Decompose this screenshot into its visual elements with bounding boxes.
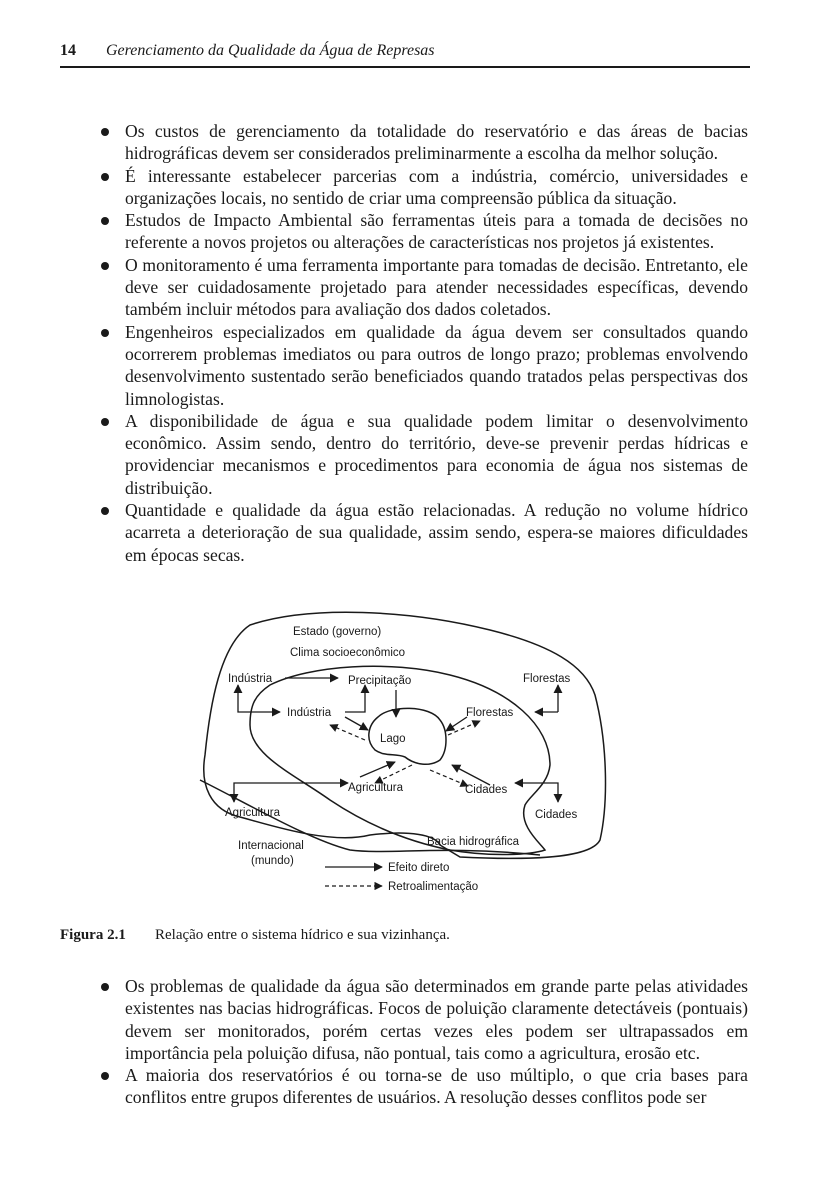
bullet-item: Os problemas de qualidade da água são determinados em grande parte pelas atividades existentes nas bacias hidrográficas. Focos de poluição claramente detectáveis (pontuais) devem ser monitorados, porém certas vezes eles podem ser ultrapassados em importância pela poluição difusa, não pontual, tais como a agricultura, erosão etc.: [100, 975, 748, 1064]
bullet-list-top: [100, 120, 748, 566]
legend-direct-label: Efeito direto: [388, 862, 450, 874]
label-agricultura-inner: Agricultura: [348, 782, 403, 794]
bullet-item: Os custos de gerenciamento da totalidade do reservatório e das áreas de bacias hidrográficas devem ser considerados preliminarmente a escolha da melhor solução.: [100, 120, 748, 165]
label-industria-inner: Indústria: [287, 707, 332, 719]
bullet-icon: [101, 983, 109, 991]
bullet-icon: [101, 329, 109, 337]
water-system-diagram: [190, 605, 610, 905]
caption-label: Figura 2.1: [60, 927, 126, 943]
watershed-boundary: [250, 666, 550, 854]
label-bacia: Bacia hidrográfica: [427, 836, 520, 848]
running-title: Gerenciamento da Qualidade da Água de Represas: [106, 42, 435, 59]
caption-text: Relação entre o sistema hídrico e sua vizinhança.: [155, 927, 450, 943]
bullet-icon: [101, 173, 109, 181]
label-mundo: (mundo): [251, 855, 294, 867]
bullet-icon: [101, 1072, 109, 1080]
label-industria-outer: Indústria: [228, 673, 273, 685]
bullet-item: Estudos de Impacto Ambiental são ferramentas úteis para a tomada de decisões no referente a novos projetos ou alterações de características nos projetos já existentes.: [100, 209, 748, 254]
label-internacional: Internacional: [238, 840, 304, 852]
bullet-list-bottom: [100, 975, 748, 1109]
label-agricultura-outer: Agricultura: [225, 807, 280, 819]
legend-feedback-label: Retroalimentação: [388, 881, 479, 893]
bullet-item: É interessante estabelecer parcerias com a indústria, comércio, universidades e organizações locais, no sentido de criar uma compreensão pública da situação.: [100, 165, 748, 210]
bullet-item: Engenheiros especializados em qualidade da água devem ser consultados quando ocorrerem problemas imediatos ou para outros de longo prazo; problemas envolvendo desenvolvimento sustentado serão beneficiados quando tratados pelas perspectivas dos limnologistas.: [100, 321, 748, 410]
label-florestas-outer: Florestas: [523, 673, 571, 685]
label-cidades-inner: Cidades: [465, 784, 508, 796]
label-clima: Clima socioeconômico: [290, 647, 406, 659]
bullet-item: Quantidade e qualidade da água estão relacionadas. A redução no volume hídrico acarreta a deterioração de sua qualidade, assim sendo, espera-se maiores dificuldades em épocas secas.: [100, 499, 748, 566]
figure-diagram: [190, 605, 610, 905]
label-precipitacao: Precipitação: [348, 675, 412, 687]
running-header: [60, 40, 750, 68]
bullet-icon: [101, 418, 109, 426]
figure-caption: [60, 927, 450, 944]
bullet-item: A maioria dos reservatórios é ou torna-se de uso múltiplo, o que cria bases para conflitos entre grupos diferentes de usuários. A resolução desses conflitos pode ser: [100, 1064, 748, 1109]
bullet-item: A disponibilidade de água e sua qualidade podem limitar o desenvolvimento econômico. Assim sendo, dentro do território, deve-se prevenir perdas hídricas e providenciar mecanismos e procedimentos para economia de água nos sistemas de distribuição.: [100, 410, 748, 499]
bullet-item: O monitoramento é uma ferramenta importante para tomadas de decisão. Entretanto, ele deve ser cuidadosamente projetado para atender necessidades específicas, devendo também incluir métodos para avaliação dos dados coletados.: [100, 254, 748, 321]
bullet-icon: [101, 128, 109, 136]
label-florestas-inner: Florestas: [466, 707, 514, 719]
page-number: 14: [60, 42, 76, 59]
bullet-icon: [101, 262, 109, 270]
bullet-icon: [101, 507, 109, 515]
bullet-icon: [101, 217, 109, 225]
label-estado: Estado (governo): [293, 626, 382, 638]
label-cidades-outer: Cidades: [535, 809, 578, 821]
label-lago: Lago: [380, 733, 406, 745]
